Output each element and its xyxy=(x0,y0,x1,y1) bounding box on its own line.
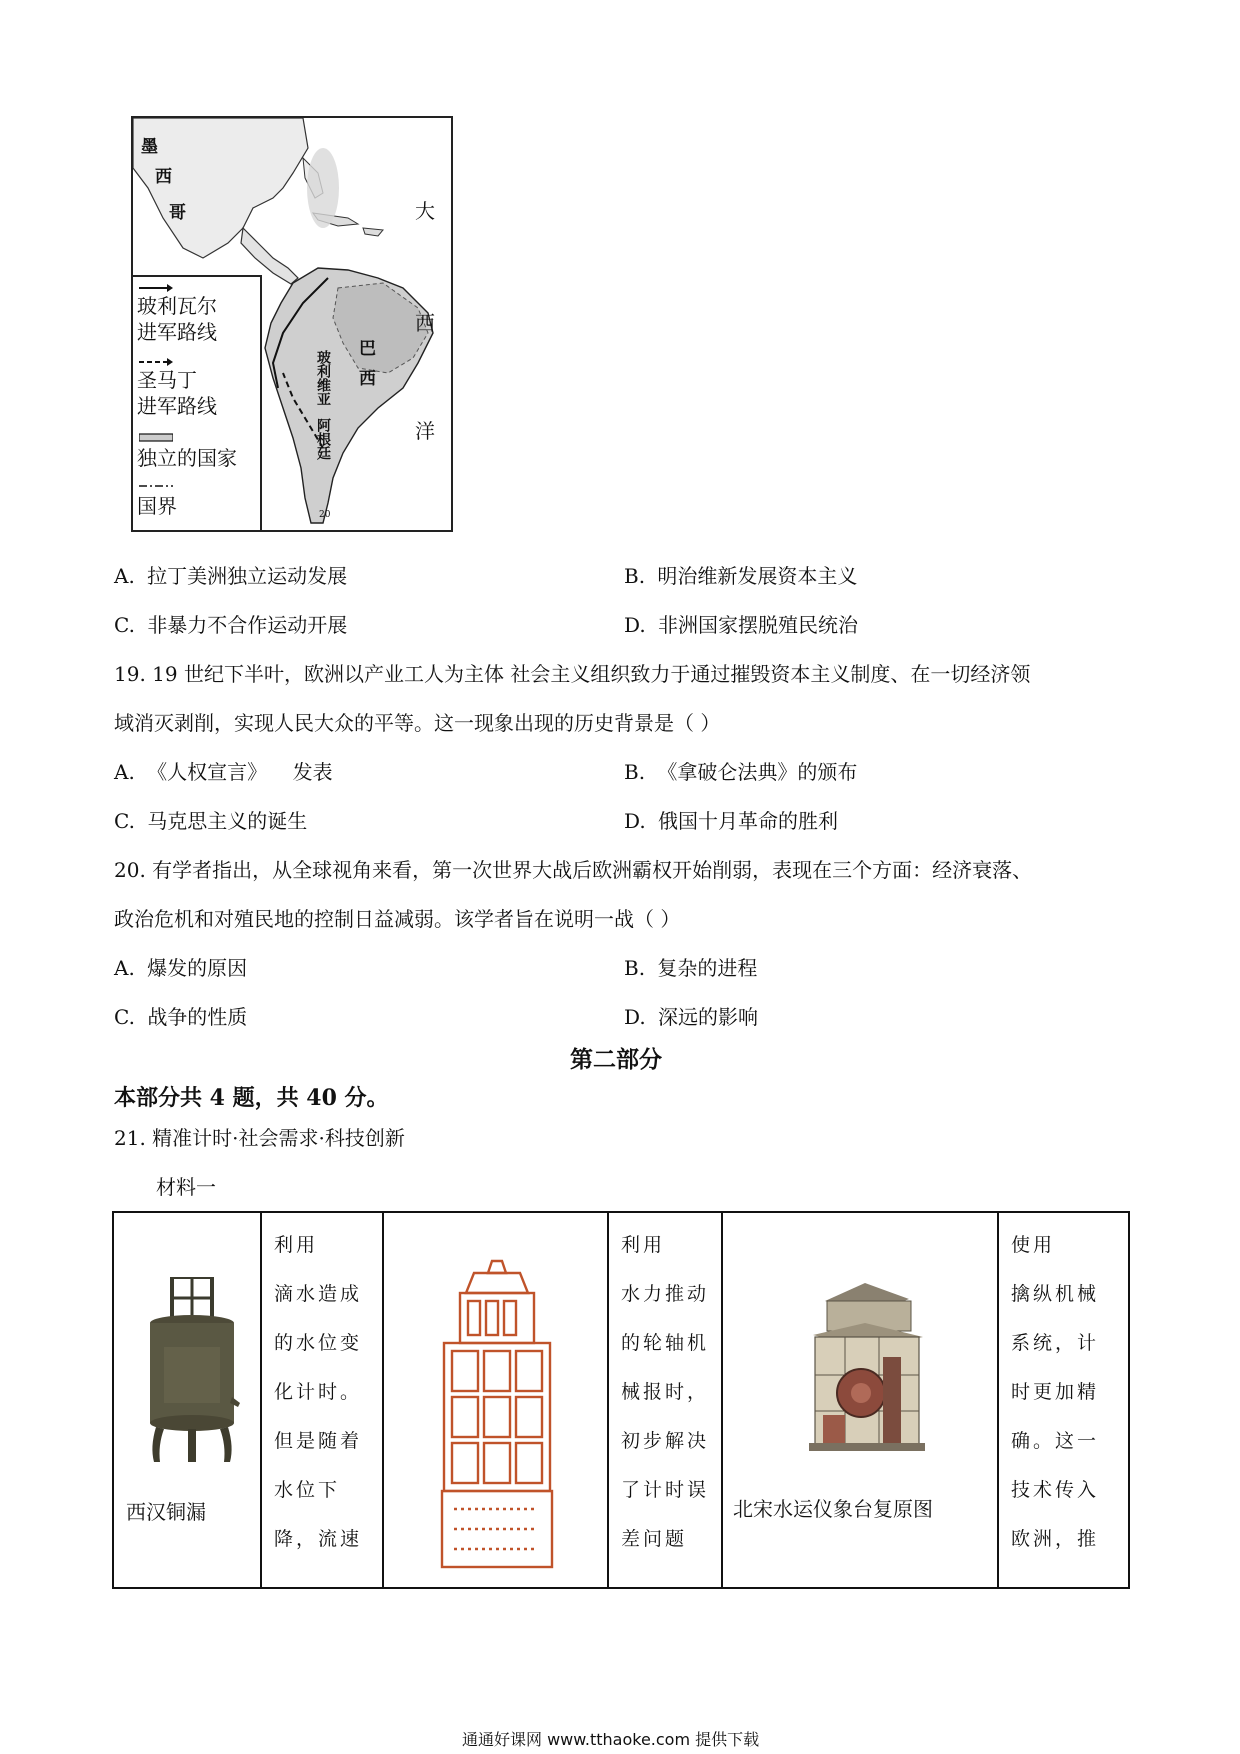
option-text: 非洲国家摆脱殖民统治 xyxy=(658,613,859,637)
q20-option-a[interactable] xyxy=(114,954,247,982)
option-text: 明治维新发展资本主义 xyxy=(657,564,858,588)
q20-option-c[interactable] xyxy=(114,1003,247,1031)
legend-borders: 国界 xyxy=(137,494,177,518)
q18-option-c[interactable] xyxy=(114,611,347,639)
option-text: 战争的性质 xyxy=(147,1005,248,1029)
solid-arrow-icon xyxy=(139,283,173,293)
cell-text-2 xyxy=(608,1212,722,1588)
option-letter: D. xyxy=(624,1005,646,1029)
material-table xyxy=(112,1211,1130,1589)
option-text: 俄国十月革命的胜利 xyxy=(658,809,839,833)
q19-stem-line1: 19. 19 世纪下半叶，欧洲以产业工人为主体 社会主义组织致力于通过摧毁资本主义制度、在一切经济领 xyxy=(114,662,1031,686)
q20-option-d[interactable] xyxy=(624,1003,758,1031)
map-coord-label: 20 xyxy=(319,510,331,520)
cell-bronze-clepsydra xyxy=(113,1212,261,1588)
option-text: 非暴力不合作运动开展 xyxy=(147,613,348,637)
dashed-arrow-icon xyxy=(139,357,173,367)
map-legend xyxy=(133,275,262,530)
option-text: 马克思主义的诞生 xyxy=(147,809,308,833)
astronomical-clock-tower-image xyxy=(805,1283,927,1453)
q19-option-b[interactable] xyxy=(624,758,857,786)
q21-title: 21. 精准计时·社会需求·科技创新 xyxy=(114,1126,405,1150)
option-letter: C. xyxy=(114,809,135,833)
table-text-1: 利用 滴水造成 的水位变 化计时。 但是随着 水位下 降，流速 xyxy=(274,1234,363,1550)
option-letter: A. xyxy=(114,760,135,784)
latin-america-map xyxy=(131,116,453,532)
q20-stem-line2: 政治危机和对殖民地的控制日益减弱。该学者旨在说明一战（ ） xyxy=(114,907,681,931)
part2-title: 第二部分 xyxy=(570,1046,662,1073)
cell-text-1 xyxy=(261,1212,383,1588)
bronze-clepsydra-image xyxy=(144,1277,240,1467)
country-swatch-icon xyxy=(139,433,173,443)
map-mexico-2: 西 xyxy=(155,167,172,187)
option-text: 《拿破仑法典》的颁布 xyxy=(657,760,858,784)
caption-bronze-clepsydra: 西汉铜漏 xyxy=(126,1500,206,1524)
map-ocean-3: 洋 xyxy=(415,419,435,443)
footer-source: 通通好课网 www.tthaoke.com 提供下载 xyxy=(462,1730,760,1749)
option-letter: B. xyxy=(624,564,646,588)
option-letter: D. xyxy=(624,613,646,637)
q20-option-b[interactable] xyxy=(624,954,757,982)
map-ocean-1: 大 xyxy=(415,199,435,223)
map-brazil-1: 巴 xyxy=(359,339,376,359)
option-letter: A. xyxy=(114,564,135,588)
map-brazil-2: 西 xyxy=(359,369,376,389)
option-letter: D. xyxy=(624,809,646,833)
q19-option-a[interactable] xyxy=(114,758,333,786)
option-text: 复杂的进程 xyxy=(657,956,758,980)
q18-option-d[interactable] xyxy=(624,611,858,639)
option-letter: C. xyxy=(114,613,135,637)
map-bolivia: 玻利维亚 xyxy=(315,350,331,406)
option-letter: B. xyxy=(624,956,646,980)
map-ocean-2: 西 xyxy=(415,311,435,335)
cell-astronomical-clock xyxy=(722,1212,998,1588)
legend-bolivar-route: 玻利瓦尔 进军路线 xyxy=(137,294,217,344)
q19-option-d[interactable] xyxy=(624,807,838,835)
map-argentina: 阿根廷 xyxy=(315,418,331,460)
part2-summary: 本部分共 4 题，共 40 分。 xyxy=(114,1085,389,1111)
material-label: 材料一 xyxy=(156,1175,216,1199)
option-letter: C. xyxy=(114,1005,135,1029)
legend-independent-states: 独立的国家 xyxy=(137,446,237,470)
q18-option-b[interactable] xyxy=(624,562,857,590)
option-text: 爆发的原因 xyxy=(147,956,248,980)
border-line-icon xyxy=(139,481,173,491)
table-text-3: 使用 擒纵机械 系统，计 时更加精 确。这一 技术传入 欧洲，推 xyxy=(1011,1234,1100,1550)
option-text: 《人权宣言》 发表 xyxy=(147,760,333,784)
table-text-2: 利用 水力推动 的轮轴机 械报时， 初步解决 了计时误 差问题 xyxy=(621,1234,710,1550)
option-text: 拉丁美洲独立运动发展 xyxy=(147,564,348,588)
map-mexico-3: 哥 xyxy=(169,203,186,223)
q18-option-a[interactable] xyxy=(114,562,347,590)
q19-option-c[interactable] xyxy=(114,807,307,835)
q20-stem-line1: 20. 有学者指出，从全球视角来看，第一次世界大战后欧洲霸权开始削弱，表现在三个方面：经济衰落、 xyxy=(114,858,1033,882)
legend-san-martin-route: 圣马丁 进军路线 xyxy=(137,368,217,418)
q19-stem-line2: 域消灭剥削，实现人民大众的平等。这一现象出现的历史背景是（ ） xyxy=(114,711,721,735)
option-text: 深远的影响 xyxy=(658,1005,759,1029)
water-clock-tower-drawing xyxy=(434,1259,560,1569)
caption-astronomical-clock: 北宋水运仪象台复原图 xyxy=(733,1497,933,1521)
option-letter: A. xyxy=(114,956,135,980)
map-mexico-1: 墨 xyxy=(141,137,158,157)
option-letter: B. xyxy=(624,760,646,784)
cell-tower-image xyxy=(383,1212,608,1588)
cell-text-3 xyxy=(998,1212,1129,1588)
